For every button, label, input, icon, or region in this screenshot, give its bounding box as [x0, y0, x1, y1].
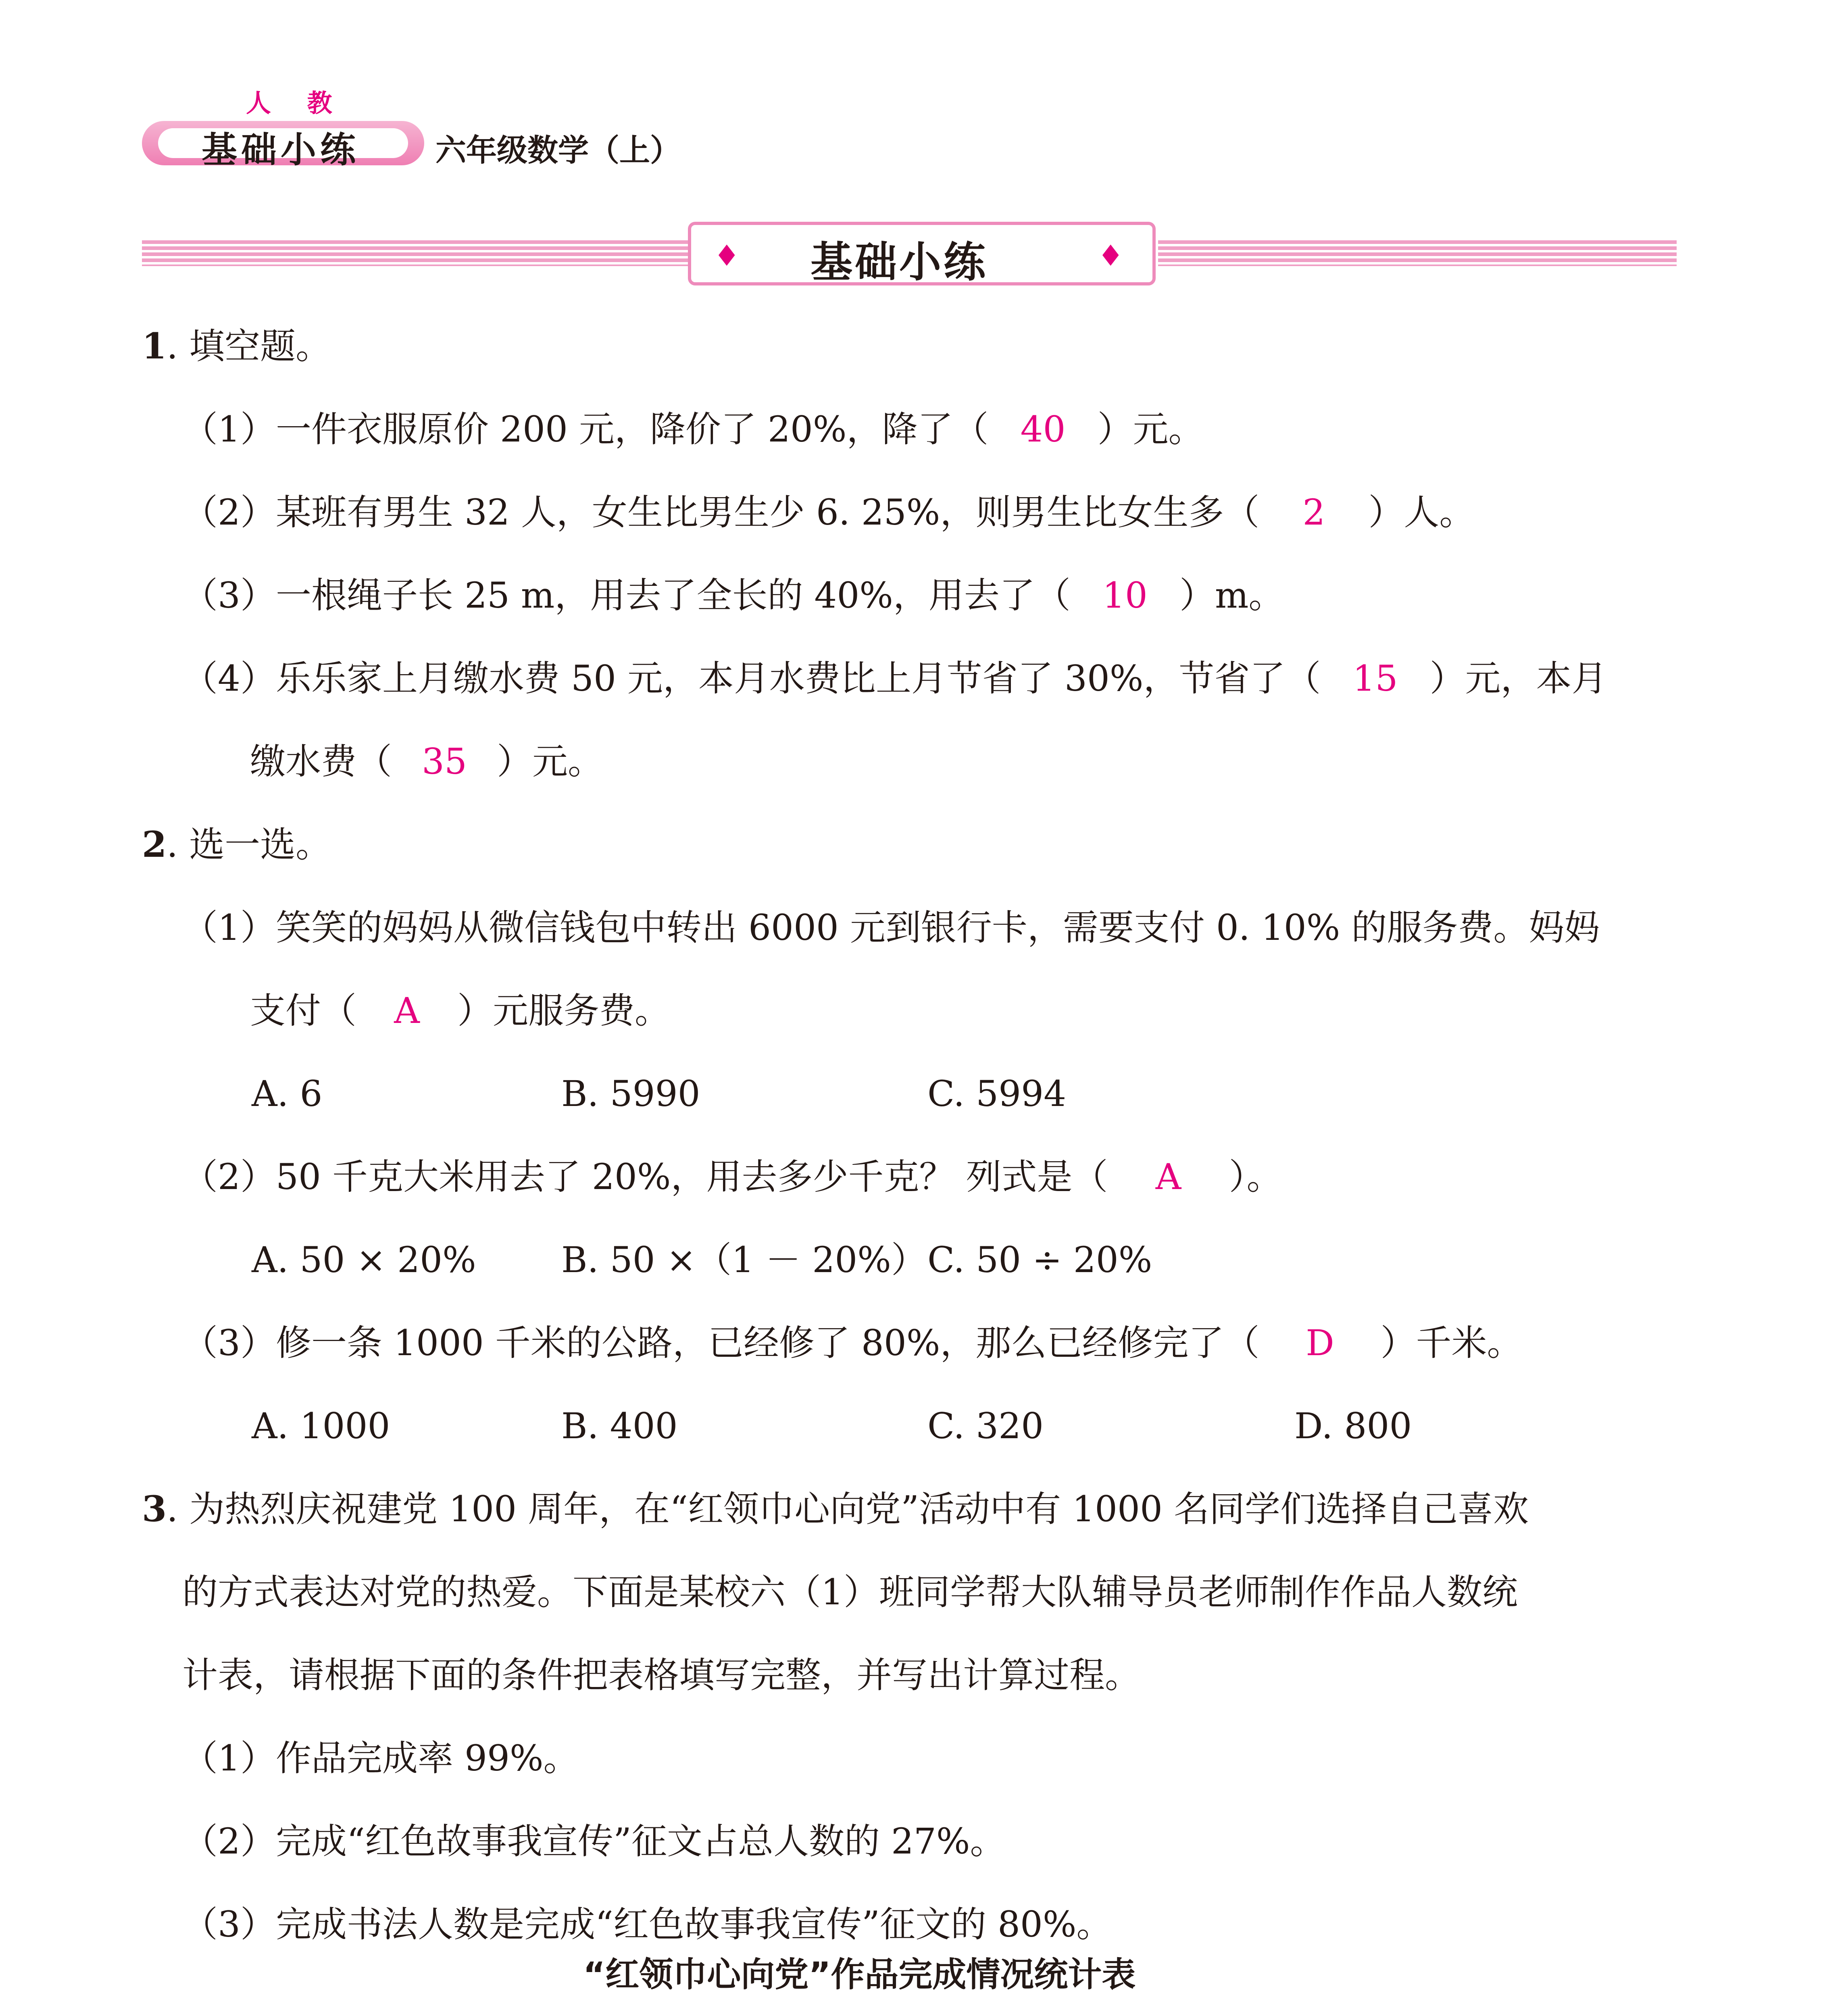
header-book-title: 六年级数学（上） [435, 132, 681, 168]
section-title: 基础小练 [810, 237, 988, 287]
header-edition: 人 教 [246, 88, 346, 118]
q2-3-option-a: A. 1000 [252, 1405, 390, 1447]
q2-heading: 2. 选一选。 [142, 823, 331, 865]
q3-condition-1: （1）作品完成率 99%。 [182, 1737, 579, 1779]
answer: A [394, 990, 420, 1031]
q3-text-line3: 计表，请根据下面的条件把表格填写完整，并写出计算过程。 [182, 1654, 1141, 1696]
q2-item-1-line2: 支付（ A ）元服务费。 [250, 990, 671, 1031]
banner-stripes-right [1158, 240, 1677, 266]
q2-3-option-c: C. 320 [927, 1405, 1044, 1447]
answer: 15 [1352, 658, 1398, 699]
q2-1-option-b: B. 5990 [561, 1073, 700, 1114]
q2-2-option-b: B. 50 ×（1 － 20%） [561, 1239, 927, 1281]
table-title: “红领巾心向党”作品完成情况统计表 [583, 1955, 1136, 1994]
answer: 40 [1020, 408, 1066, 450]
q1-item-4-line2: 缴水费（ 35 ）元。 [250, 741, 604, 782]
q1-heading: 1. 填空题。 [142, 325, 331, 367]
header-brand: 基础小练 [202, 129, 360, 171]
q3-condition-2: （2）完成“红色故事我宣传”征文占总人数的 27%。 [182, 1820, 1006, 1862]
answer: A [1155, 1156, 1181, 1198]
q2-3-option-d: D. 800 [1294, 1405, 1412, 1447]
q3-heading: 3. 为热烈庆祝建党 100 周年，在“红领巾心向党”活动中有 1000 名同学们选择自己喜欢 [142, 1488, 1529, 1530]
q2-1-option-a: A. 6 [252, 1073, 323, 1114]
q2-2-option-c: C. 50 ÷ 20% [927, 1239, 1152, 1281]
q2-1-option-c: C. 5994 [927, 1073, 1067, 1114]
q3-condition-3: （3）完成书法人数是完成“红色故事我宣传”征文的 80%。 [182, 1904, 1112, 1945]
answer: D [1306, 1322, 1334, 1364]
q1-item-1: （1）一件衣服原价 200 元，降价了 20%，降了（ 40 ）元。 [182, 408, 1204, 450]
q1-item-2: （2）某班有男生 32 人，女生比男生少 6. 25%，则男生比女生多（ 2 ）人。 [182, 492, 1475, 533]
diamond-right-icon: ♦ [1098, 239, 1124, 273]
q2-2-option-a: A. 50 × 20% [252, 1239, 476, 1281]
q2-3-option-b: B. 400 [561, 1405, 678, 1447]
q2-item-1: （1）笑笑的妈妈从微信钱包中转出 6000 元到银行卡，需要支付 0. 10% 的服务费。妈妈 [182, 907, 1600, 948]
answer: 35 [422, 741, 467, 782]
answer: 10 [1102, 575, 1148, 616]
q3-text-line2: 的方式表达对党的热爱。下面是某校六（1）班同学帮大队辅导员老师制作作品人数统 [182, 1571, 1518, 1613]
q1-item-3: （3）一根绳子长 25 m，用去了全长的 40%，用去了（ 10 ）m。 [182, 575, 1284, 616]
q1-item-4: （4）乐乐家上月缴水费 50 元，本月水费比上月节省了 30%，节省了（ 15 ）元，本月 [182, 658, 1607, 699]
banner-stripes-left [142, 240, 690, 266]
diamond-left-icon: ♦ [714, 239, 740, 273]
q2-item-2: （2）50 千克大米用去了 20%，用去多少千克？ 列式是（ A ）。 [182, 1156, 1282, 1198]
q2-item-3: （3）修一条 1000 千米的公路，已经修了 80%，那么已经修完了（ D ）千米。 [182, 1322, 1523, 1364]
answer: 2 [1302, 492, 1325, 533]
